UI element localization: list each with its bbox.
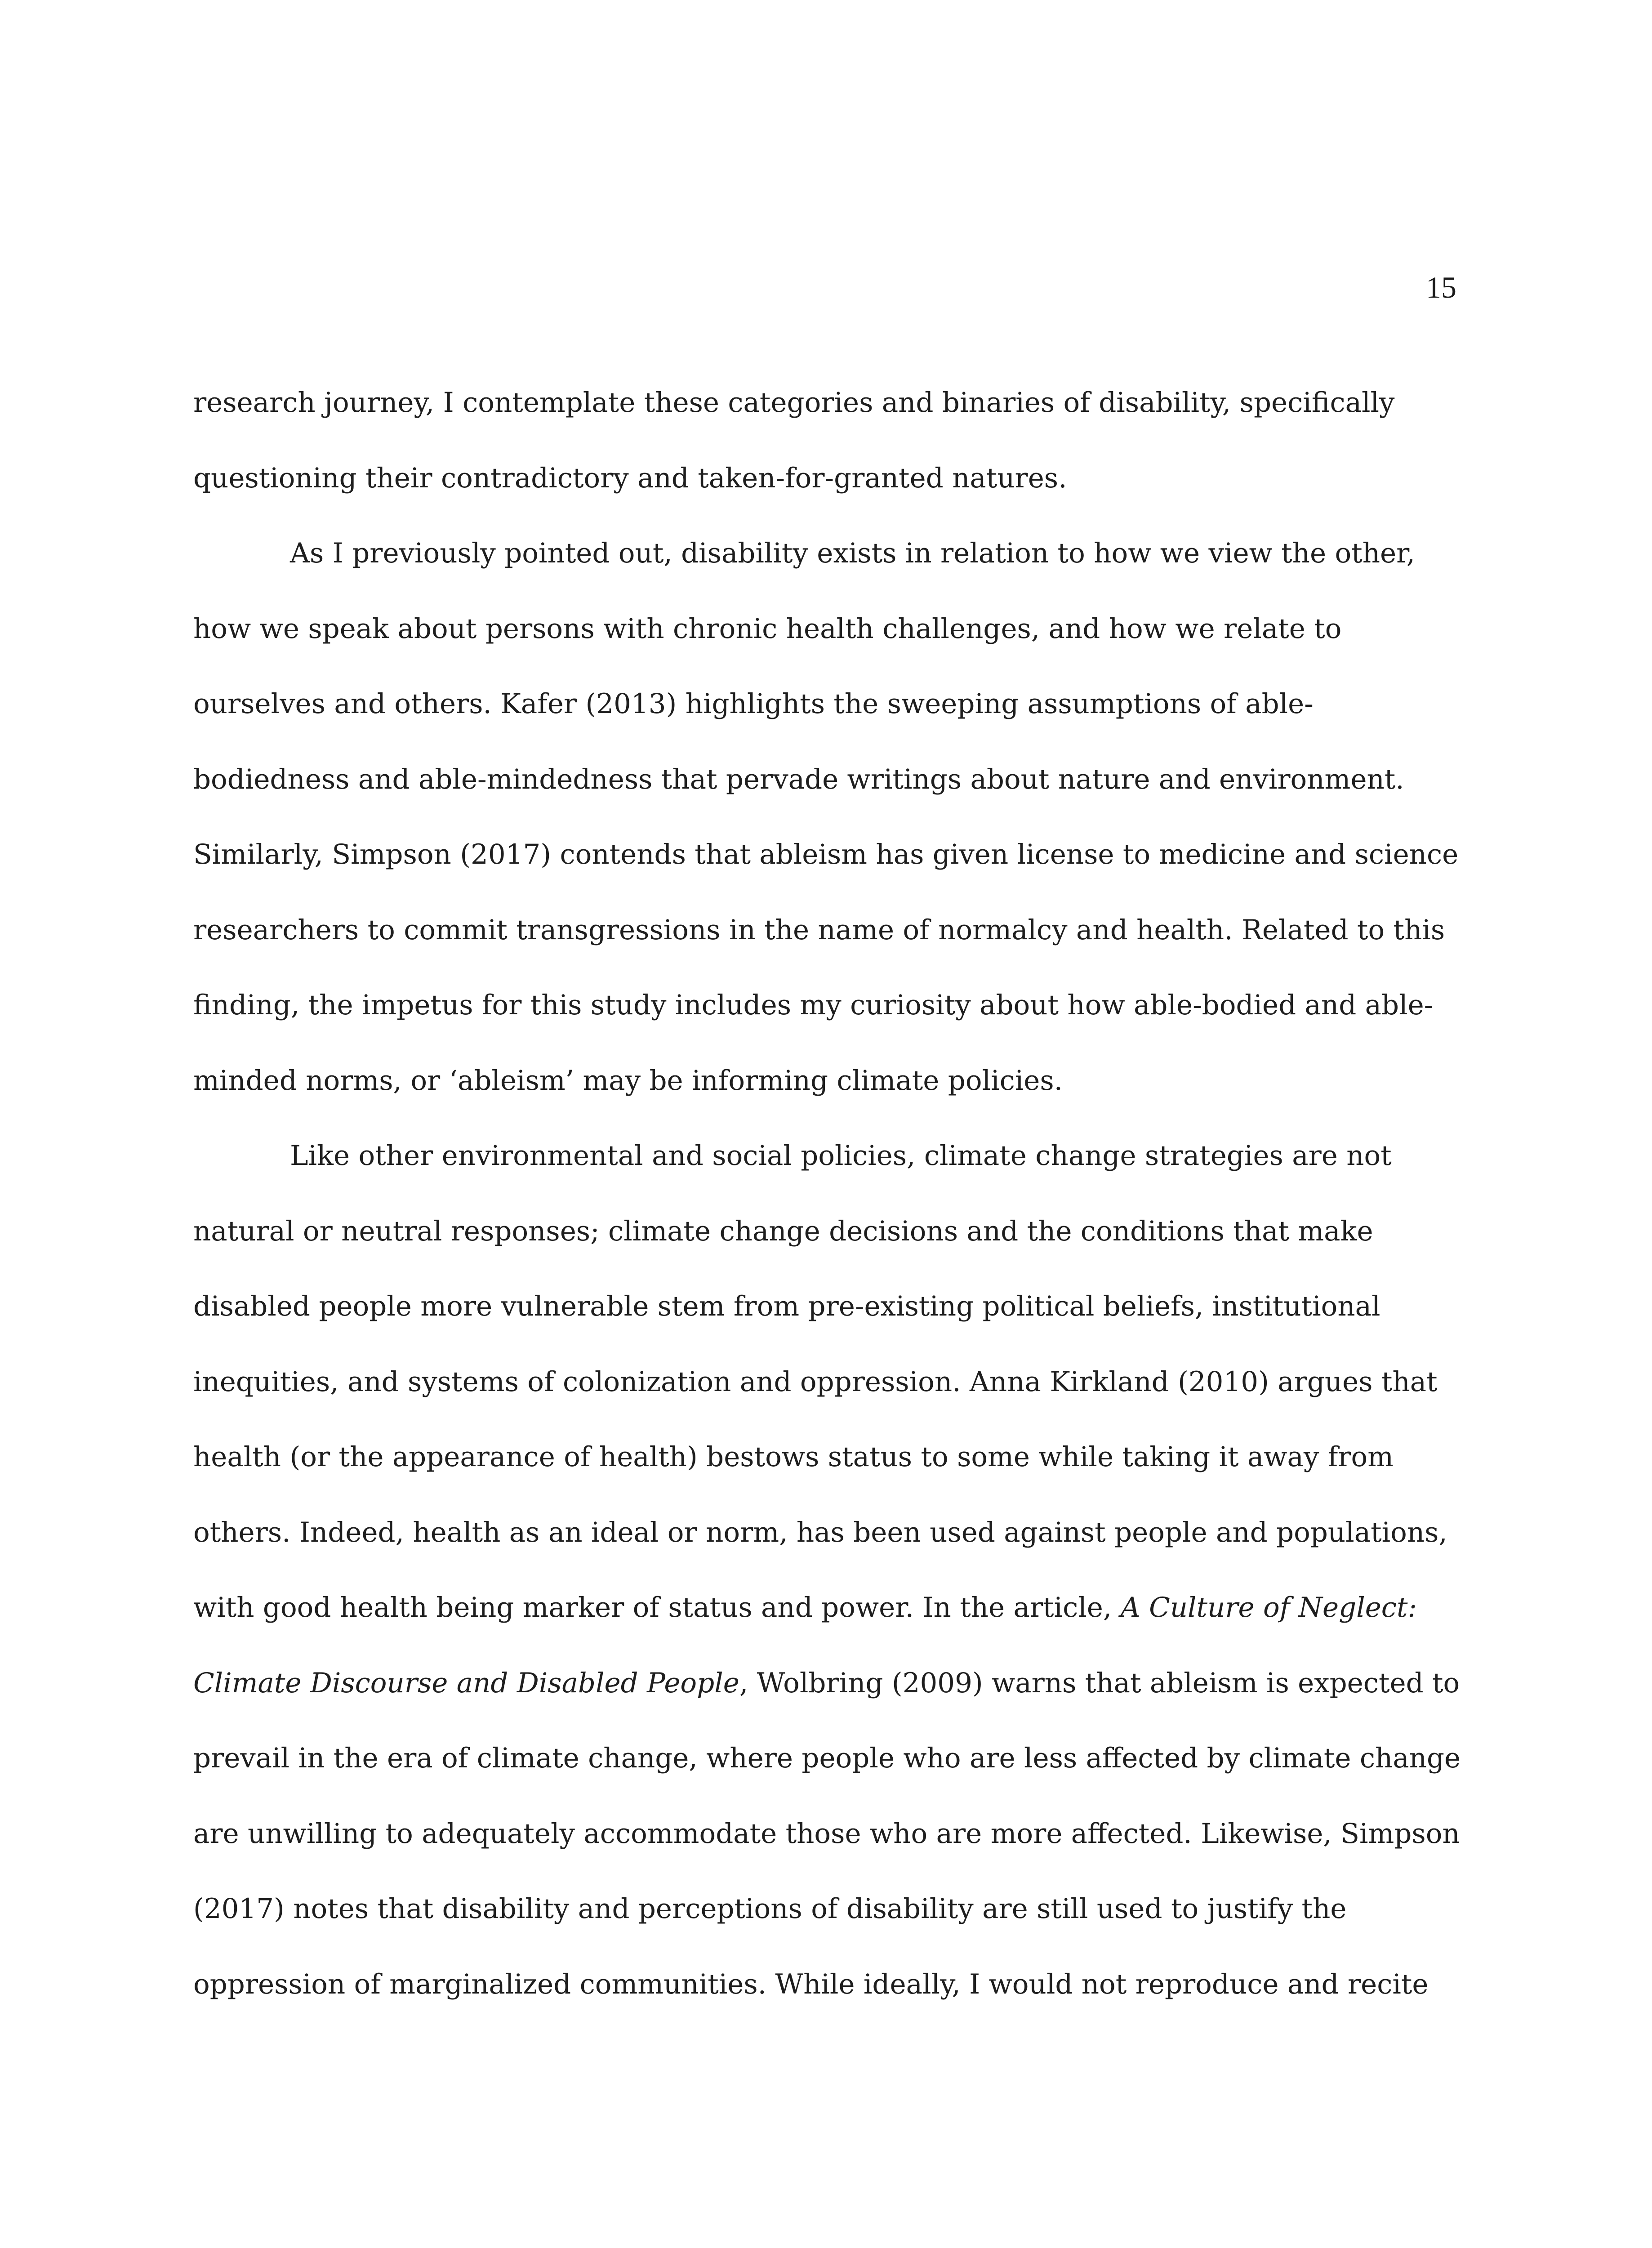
text-line: disabled people more vulnerable stem from pre-existing political beliefs, institutional (193, 1290, 1380, 1322)
text-line (193, 1646, 1470, 1721)
article-title-italic: A Culture of Neglect: (1120, 1592, 1417, 1624)
paragraph-first-line: Like other environmental and social policies, climate change strategies are not (290, 1140, 1392, 1172)
text-line: researchers to commit transgressions in the name of normalcy and health. Related to this (193, 914, 1445, 946)
paragraph-first-line: As I previously pointed out, disability exists in relation to how we view the other, (290, 537, 1415, 569)
page-number: 15 (1426, 270, 1456, 304)
text-segment: , Wolbring (2009) warns that ableism is expected to (739, 1667, 1460, 1699)
text-line: minded norms, or ‘ableism’ may be informing climate policies. (193, 1064, 1063, 1097)
body-text (193, 365, 1470, 2022)
text-line: questioning their contradictory and taken-for-granted natures. (193, 462, 1067, 494)
text-line: research journey, I contemplate these categories and binaries of disability, specifically (193, 387, 1395, 419)
text-line: prevail in the era of climate change, where people who are less affected by climate change (193, 1742, 1461, 1774)
text-line: inequities, and systems of colonization and oppression. Anna Kirkland (2010) argues that (193, 1365, 1438, 1398)
text-line: health (or the appearance of health) bestows status to some while taking it away from (193, 1441, 1394, 1473)
text-line: oppression of marginalized communities. While ideally, I would not reproduce and recite (193, 1968, 1429, 2000)
text-line (193, 1570, 1470, 1646)
text-line: bodiedness and able-mindedness that pervade writings about nature and environment. (193, 763, 1404, 795)
text-line: natural or neutral responses; climate change decisions and the conditions that make (193, 1215, 1373, 1247)
text-line: (2017) notes that disability and perceptions of disability are still used to justify the (193, 1893, 1347, 1925)
text-line: Similarly, Simpson (2017) contends that ableism has given license to medicine and science (193, 839, 1459, 870)
text-line: ourselves and others. Kafer (2013) highlights the sweeping assumptions of able- (193, 688, 1314, 720)
text-line: finding, the impetus for this study includes my curiosity about how able-bodied and able- (193, 989, 1434, 1021)
text-line: others. Indeed, health as an ideal or norm, has been used against people and populations, (193, 1516, 1447, 1548)
article-title-italic: Climate Discourse and Disabled People (193, 1667, 739, 1699)
text-line: how we speak about persons with chronic health challenges, and how we relate to (193, 612, 1342, 645)
text-line: are unwilling to adequately accommodate those who are more affected. Likewise, Simpson (193, 1817, 1460, 1850)
text-segment: with good health being marker of status and power. In the article, (193, 1592, 1121, 1624)
